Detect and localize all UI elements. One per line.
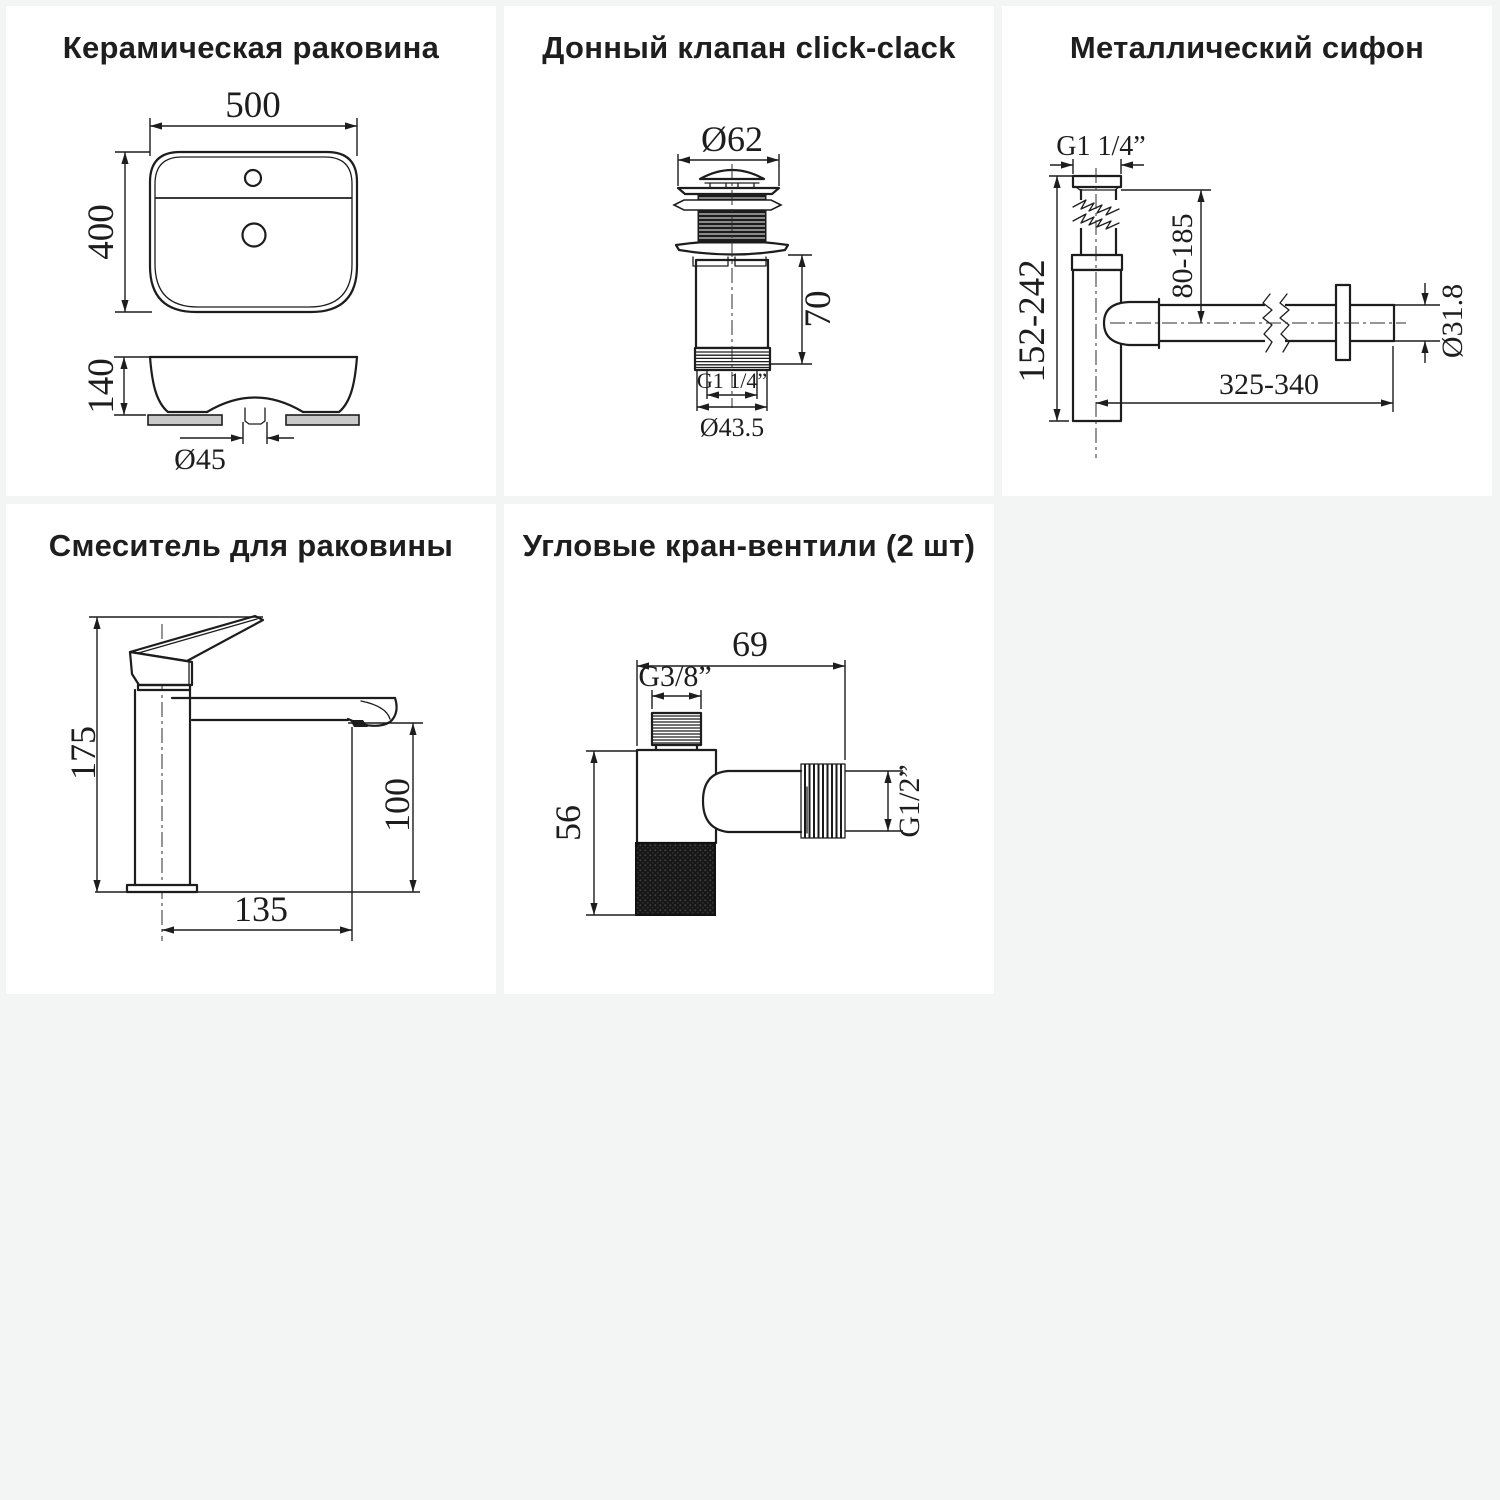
dim-label-angle-width: 69 [732, 624, 768, 664]
dimension-height-range [1012, 176, 1073, 421]
valve-flange [678, 188, 779, 194]
dim-label-angle-height: 56 [548, 805, 588, 841]
siphon-cup [1073, 270, 1121, 421]
dimension-thread [697, 368, 767, 399]
dimension-outlet-thread [845, 764, 926, 837]
siphon-drawing [1002, 6, 1492, 496]
siphon-body [1072, 168, 1406, 458]
sink-drawing [6, 6, 496, 496]
angle-valve-knurled-handle [636, 843, 715, 915]
card-angle-valves [504, 504, 994, 994]
dim-label-sink-drain: Ø45 [174, 443, 226, 476]
dim-label-siphon-height-range: 152-242 [1012, 259, 1053, 383]
dimension-siphon-thread [1050, 131, 1146, 174]
dim-label-valve-cap: Ø62 [701, 119, 763, 159]
dimension-spout-height [348, 723, 423, 892]
panel-title-angle-valves: Угловые кран-вентили (2 шт) [522, 528, 976, 563]
sink-side-view [148, 357, 359, 425]
dim-label-mixer-spout-reach: 135 [234, 889, 288, 929]
dim-label-siphon-length-range: 325-340 [1219, 368, 1319, 401]
dimension-400 [81, 152, 152, 312]
dim-label-siphon-pipe-diameter: Ø31.8 [1436, 283, 1469, 359]
dimension-inlet-thread [638, 660, 711, 709]
card-mixer [6, 504, 496, 994]
dim-label-sink-depth: 400 [81, 204, 122, 260]
dim-label-valve-thread: G1 1/4” [696, 368, 768, 393]
panel-title-valve: Донный клапан click-clack [542, 30, 956, 65]
mounting-pad-right [286, 415, 359, 425]
dimension-140 [81, 357, 150, 415]
mixer-base-plate [127, 885, 197, 892]
dim-label-valve-thread-diameter: Ø43.5 [699, 413, 765, 442]
dim-label-angle-inlet-thread: G3/8” [638, 660, 712, 693]
sink-top-view [150, 152, 357, 312]
angle-valve-drawing [504, 504, 994, 994]
mixer-drawing [6, 504, 496, 994]
dim-label-angle-outlet-thread: G1/2” [893, 764, 926, 838]
dim-label-valve-height: 70 [798, 290, 839, 328]
panel-title-siphon: Металлический сифон [1069, 30, 1425, 65]
valve-drawing [504, 6, 994, 496]
dim-label-sink-width: 500 [225, 85, 281, 126]
dim-label-siphon-thread: G1 1/4” [1056, 131, 1146, 162]
dim-label-sink-height: 140 [81, 358, 122, 414]
valve-washer [674, 200, 781, 210]
panel-title-sink: Керамическая раковина [62, 30, 440, 65]
dim-label-mixer-spout-height: 100 [377, 778, 417, 832]
dim-label-siphon-inlet-range: 80-185 [1166, 213, 1199, 299]
card-sink [6, 6, 496, 496]
panel-title-mixer: Смеситель для раковины [48, 528, 454, 563]
mounting-pad-left [148, 415, 222, 425]
dimension-500 [150, 85, 357, 156]
dimension-height-56 [548, 751, 637, 915]
angle-valve-body [636, 713, 845, 915]
card-valve [504, 6, 994, 496]
siphon-nut [1072, 255, 1122, 270]
siphon-top-flange [1073, 176, 1121, 187]
dim-label-mixer-total-height: 175 [63, 726, 103, 780]
dimension-body-height [770, 255, 839, 364]
card-siphon [1002, 6, 1492, 496]
dimension-drain [174, 422, 294, 476]
